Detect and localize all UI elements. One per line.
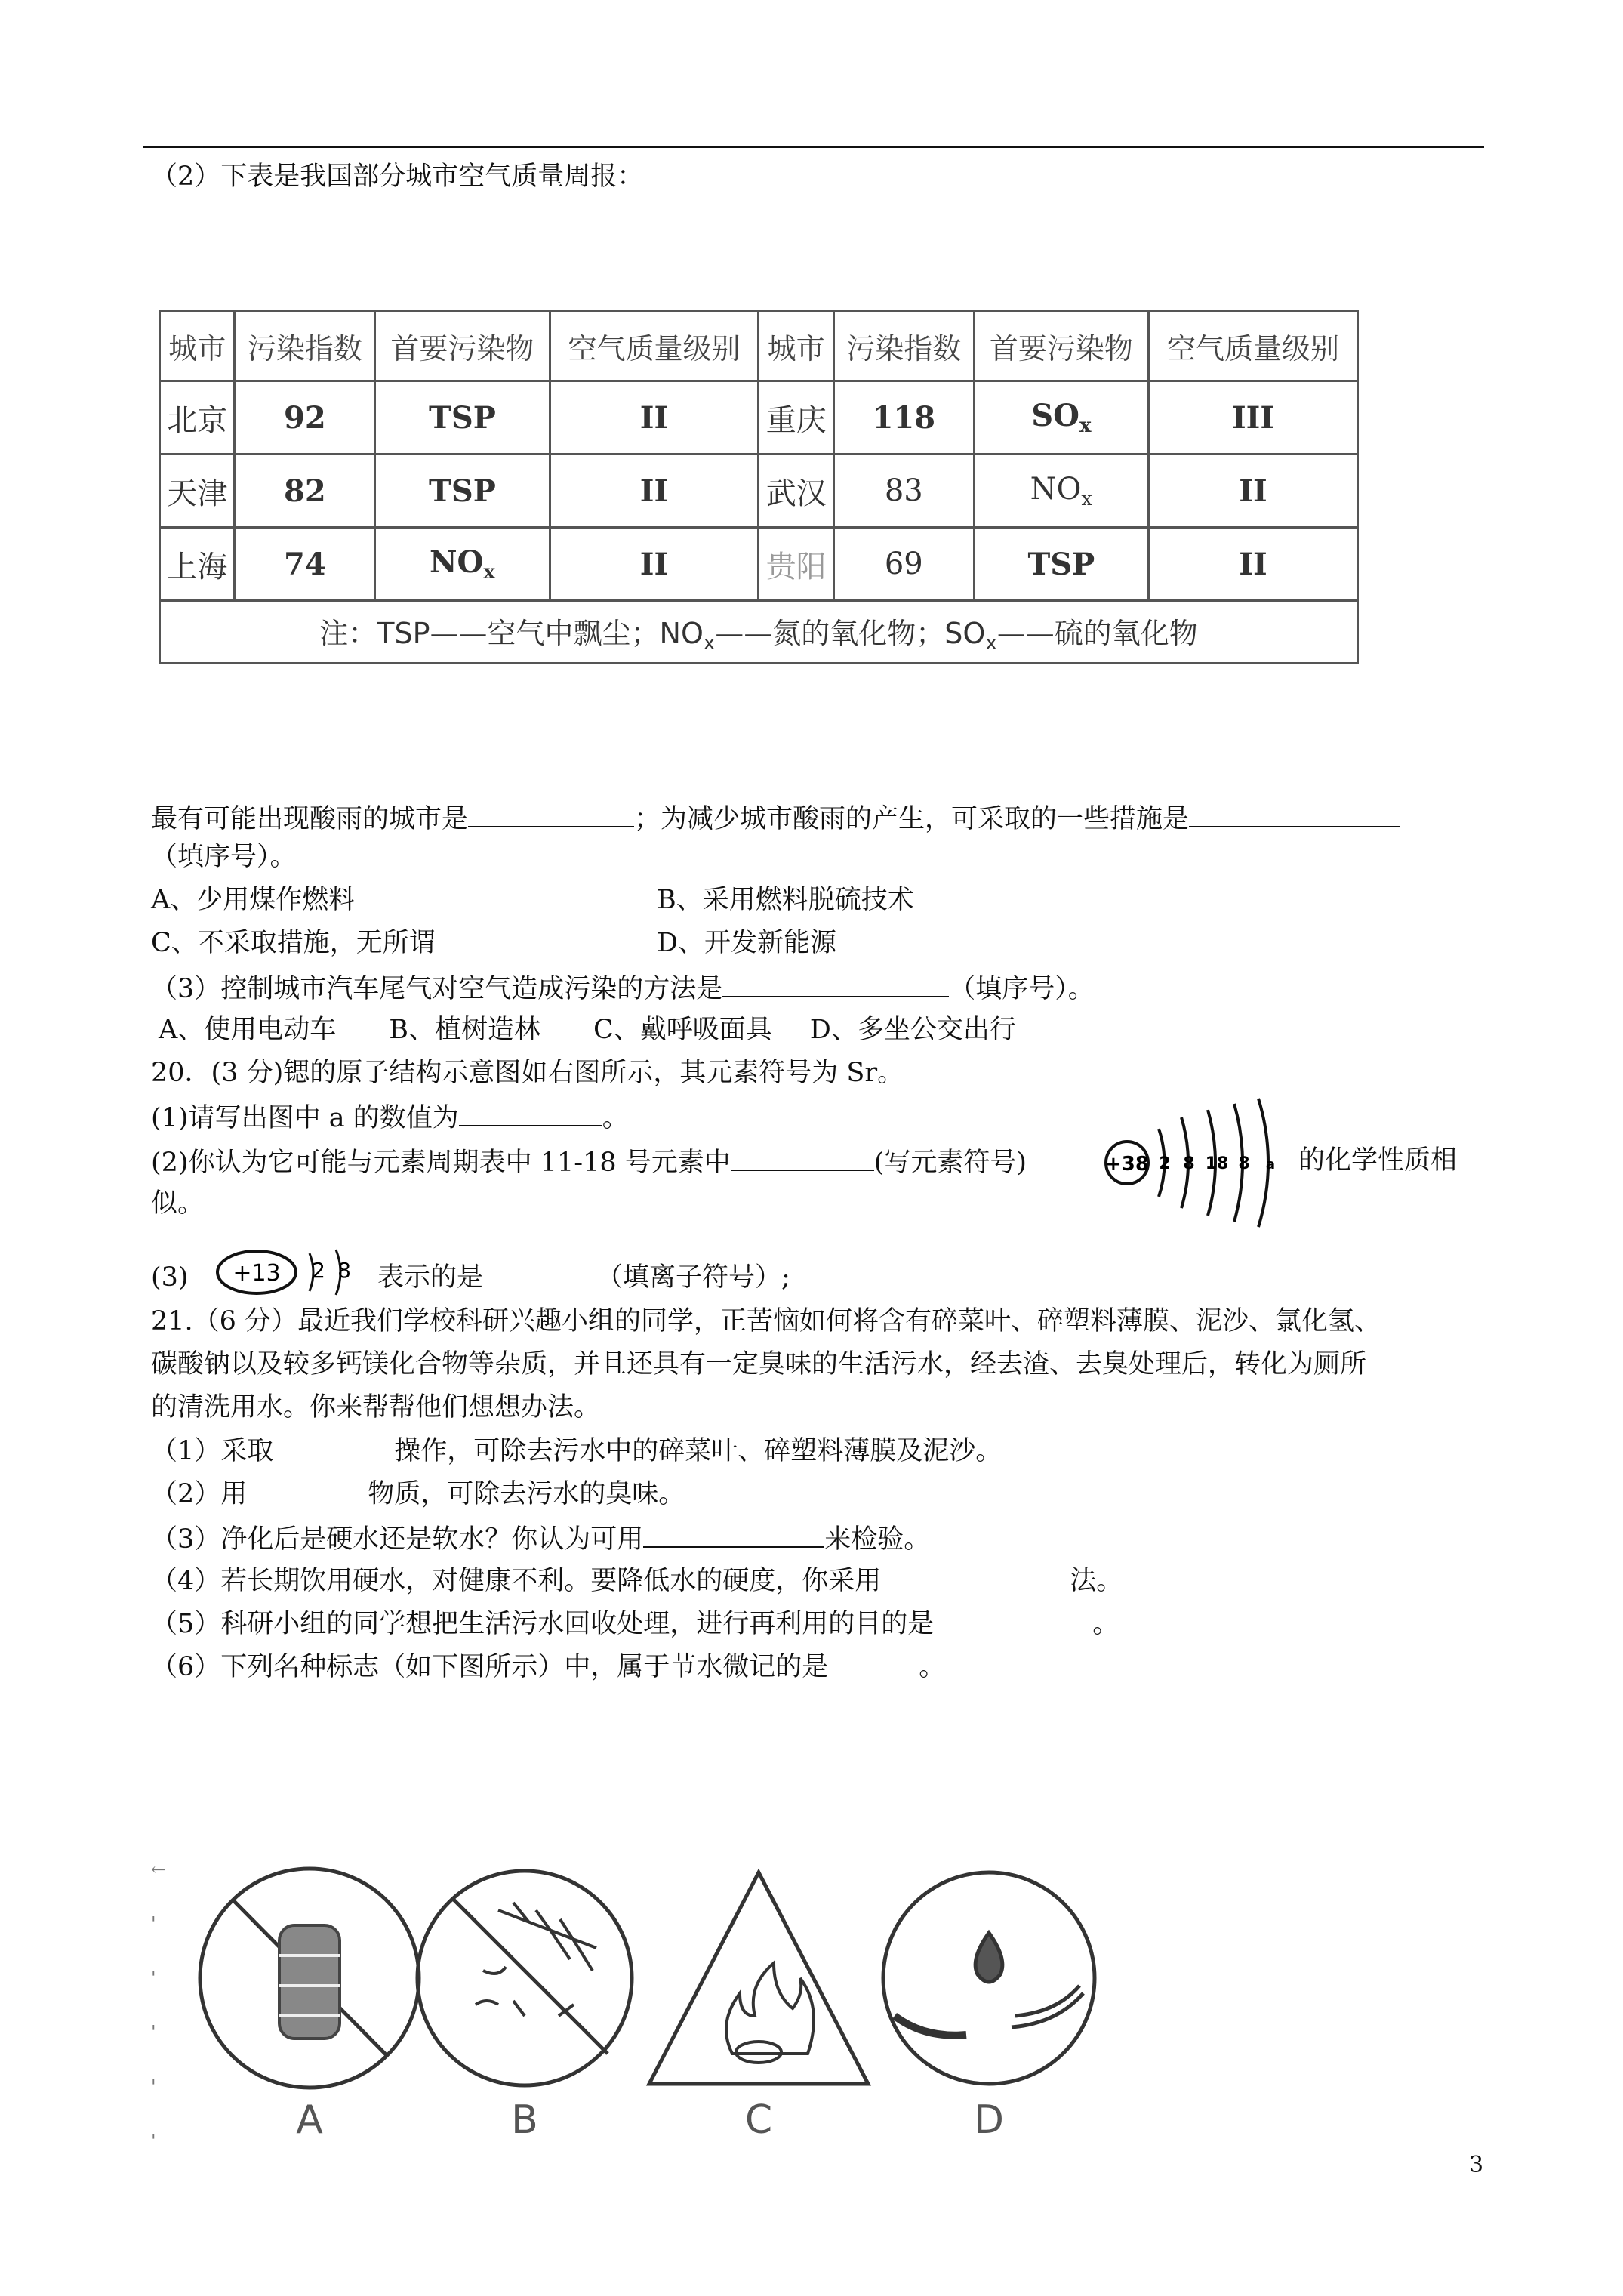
table-row: [160, 455, 1358, 528]
answer-blank[interactable]: [459, 1099, 602, 1126]
option-a: A、使用电动车: [159, 1015, 337, 1045]
text: 操作，可除去污水中的碎菜叶、碎塑料薄膜及泥沙。: [394, 1436, 1002, 1466]
aluminium-ion-diagram: [204, 1238, 370, 1306]
text: 法。: [1070, 1566, 1123, 1596]
sign-label: A: [296, 2097, 323, 2137]
q21-step2: [151, 1478, 685, 1511]
note-part: ——氮的氧化物；SO: [715, 616, 986, 650]
shell-count: 8: [337, 1258, 351, 1283]
sign-label: D: [973, 2097, 1005, 2137]
pollutant-subscript: x: [483, 561, 495, 584]
text: （3）净化后是硬水还是软水？你认为可用: [151, 1524, 644, 1555]
level-cell: II: [1149, 455, 1358, 528]
shell-count: 18: [1205, 1154, 1229, 1173]
text: 。: [602, 1103, 629, 1133]
nucleus-charge: +13: [233, 1260, 281, 1287]
q3-question: [151, 970, 1095, 1006]
text: 来检验。: [824, 1524, 931, 1555]
shell-count: 2: [312, 1258, 325, 1283]
margin-marks: ← ' ' ' ' ': [151, 1859, 167, 2152]
option-a: A、少用煤作燃料: [151, 885, 356, 915]
table-note: [160, 601, 1358, 664]
answer-blank[interactable]: [722, 970, 949, 997]
header-cell: 空气质量级别: [550, 311, 759, 381]
q20-part3-label: (3): [151, 1262, 189, 1293]
city-cell: 重庆: [759, 381, 833, 455]
header-rule: [143, 146, 1484, 148]
table-note-row: [160, 601, 1358, 664]
pollutant-cell: TSP: [375, 381, 550, 455]
index-cell: 74: [235, 528, 375, 601]
pollutant-cell: [974, 381, 1148, 455]
option-d: D、开发新能源: [657, 928, 837, 958]
q20-title: 20．(3 分)锶的原子结构示意图如右图所示，其元素符号为 Sr。: [151, 1058, 904, 1088]
option-d: D、多坐公交出行: [809, 1015, 1016, 1045]
q21-step1: [151, 1435, 1002, 1468]
sign-b: [417, 1871, 632, 2085]
level-cell: II: [550, 381, 759, 455]
q3-options: [159, 1013, 1016, 1046]
table-row: [160, 528, 1358, 601]
answer-blank[interactable]: [468, 800, 634, 827]
q21-step3: [151, 1521, 930, 1556]
sign-c: [649, 1872, 868, 2084]
q21-title-line1: 21.（6 分）最近我们学校科研兴趣小组的同学，正苦恼如何将含有碎菜叶、碎塑料薄膜、泥沙、氯化氢、: [151, 1306, 1381, 1336]
text: （填离子符号）;: [596, 1262, 790, 1293]
text: ；为减少城市酸雨的产生，可采取的一些措施是: [634, 804, 1190, 834]
sign-d: [883, 1872, 1095, 2084]
index-cell: 118: [833, 381, 974, 455]
pollutant-text: NO: [1030, 471, 1082, 507]
shell-count: a: [1265, 1157, 1276, 1173]
sign-a: [200, 1869, 419, 2088]
text: 。: [919, 1652, 946, 1682]
text: (2)你认为它可能与元素周期表中 11-18 号元素中: [151, 1148, 731, 1178]
level-cell: II: [550, 528, 759, 601]
sign-label: C: [744, 2097, 773, 2137]
flame-icon: [726, 1963, 814, 2063]
water-drop-icon: [975, 1933, 1002, 1982]
text: 物质，可除去污水的臭味。: [368, 1479, 685, 1509]
q20-part3: [377, 1261, 790, 1294]
text: （5）科研小组的同学想把生活污水回收处理，进行再利用的目的是: [151, 1609, 935, 1639]
q21-step4: [151, 1564, 1123, 1598]
shell-count: 8: [1183, 1154, 1195, 1173]
text: （4）若长期饮用硬水，对健康不利。要降低水的硬度，你采用: [151, 1566, 882, 1596]
sign-label: B: [511, 2097, 538, 2137]
q21-title-line3: 的清洗用水。你来帮帮他们想想办法。: [151, 1392, 601, 1422]
table-row: [160, 381, 1358, 455]
leaf-icon: [476, 1903, 596, 2016]
city-cell: 上海: [160, 528, 235, 601]
q20-part2: [151, 1144, 1027, 1179]
header-cell: 首要污染物: [974, 311, 1148, 381]
pollutant-text: NO: [429, 544, 484, 580]
header-cell: 空气质量级别: [1149, 311, 1358, 381]
text: (1)请写出图中 a 的数值为: [151, 1103, 459, 1133]
option-b: B、植树造林: [389, 1015, 541, 1045]
option-b: B、采用燃料脱硫技术: [657, 885, 914, 915]
q20-part1: [151, 1099, 629, 1135]
text: 。: [1092, 1609, 1119, 1639]
option-c: C、不采取措施，无所谓: [151, 928, 436, 958]
city-cell: 天津: [160, 455, 235, 528]
text: (写元素符号): [873, 1148, 1027, 1178]
city-cell: 武汉: [759, 455, 833, 528]
q21-title-line2: 碳酸钠以及较多钙镁化合物等杂质，并且还具有一定臭味的生活污水，经去渣、去臭处理后，转化为厕所: [151, 1349, 1367, 1379]
city-cell: 贵阳: [759, 528, 833, 601]
text: （1）采取: [151, 1436, 274, 1466]
q20-part2-end: 似。: [151, 1188, 205, 1219]
index-cell: 69: [833, 528, 974, 601]
header-cell: 污染指数: [235, 311, 375, 381]
text: （6）下列名种标志（如下图所示）中，属于节水微记的是: [151, 1652, 829, 1682]
index-cell: 83: [833, 455, 974, 528]
acid-rain-question: [151, 800, 1400, 836]
answer-blank[interactable]: [1189, 800, 1400, 827]
air-quality-table: [159, 310, 1359, 664]
note-subscript: x: [985, 631, 997, 655]
pollutant-cell: TSP: [974, 528, 1148, 601]
level-cell: II: [550, 455, 759, 528]
pollutant-cell: [375, 528, 550, 601]
answer-blank[interactable]: [731, 1144, 874, 1171]
pollutant-cell: TSP: [375, 455, 550, 528]
q2-intro: （2）下表是我国部分城市空气质量周报：: [151, 162, 644, 192]
q21-step5: [151, 1607, 1119, 1641]
index-cell: 82: [235, 455, 375, 528]
text: 最有可能出现酸雨的城市是: [151, 804, 469, 834]
table-header-row: [160, 311, 1358, 381]
note-part: 注：TSP——空气中飘尘；NO: [319, 616, 704, 650]
shell-count: 8: [1238, 1154, 1250, 1173]
header-cell: 首要污染物: [375, 311, 550, 381]
sign-figures: [174, 1865, 1110, 2137]
header-cell: 城市: [759, 311, 833, 381]
option-c: C、戴呼吸面具: [593, 1015, 772, 1045]
pollutant-cell: [974, 455, 1148, 528]
header-cell: 城市: [160, 311, 235, 381]
barrel-icon: [279, 1925, 340, 2039]
note-subscript: x: [703, 631, 716, 655]
pollutant-text: SO: [1031, 398, 1079, 433]
pollutant-subscript: x: [1079, 415, 1092, 437]
q20-part2-tail: 的化学性质相: [1298, 1145, 1458, 1176]
note-part: ——硫的氧化物: [996, 616, 1198, 650]
level-cell: III: [1149, 381, 1358, 455]
answer-blank[interactable]: [643, 1521, 824, 1548]
acid-rain-fill-note: （填序号）。: [151, 842, 297, 872]
index-cell: 92: [235, 381, 375, 455]
strontium-atom-diagram: [1098, 1087, 1287, 1238]
text: 表示的是: [377, 1262, 484, 1293]
text: （2）用: [151, 1479, 248, 1509]
level-cell: II: [1149, 528, 1358, 601]
header-cell: 污染指数: [833, 311, 974, 381]
shell-count: 2: [1159, 1154, 1171, 1173]
nucleus-charge: +38: [1105, 1153, 1149, 1176]
text: （填序号）。: [949, 974, 1095, 1004]
pollutant-subscript: x: [1081, 487, 1093, 510]
text: （3）控制城市汽车尾气对空气造成污染的方法是: [151, 974, 723, 1004]
city-cell: 北京: [160, 381, 235, 455]
page-number: 3: [1469, 2152, 1484, 2178]
q21-step6: [151, 1650, 945, 1684]
